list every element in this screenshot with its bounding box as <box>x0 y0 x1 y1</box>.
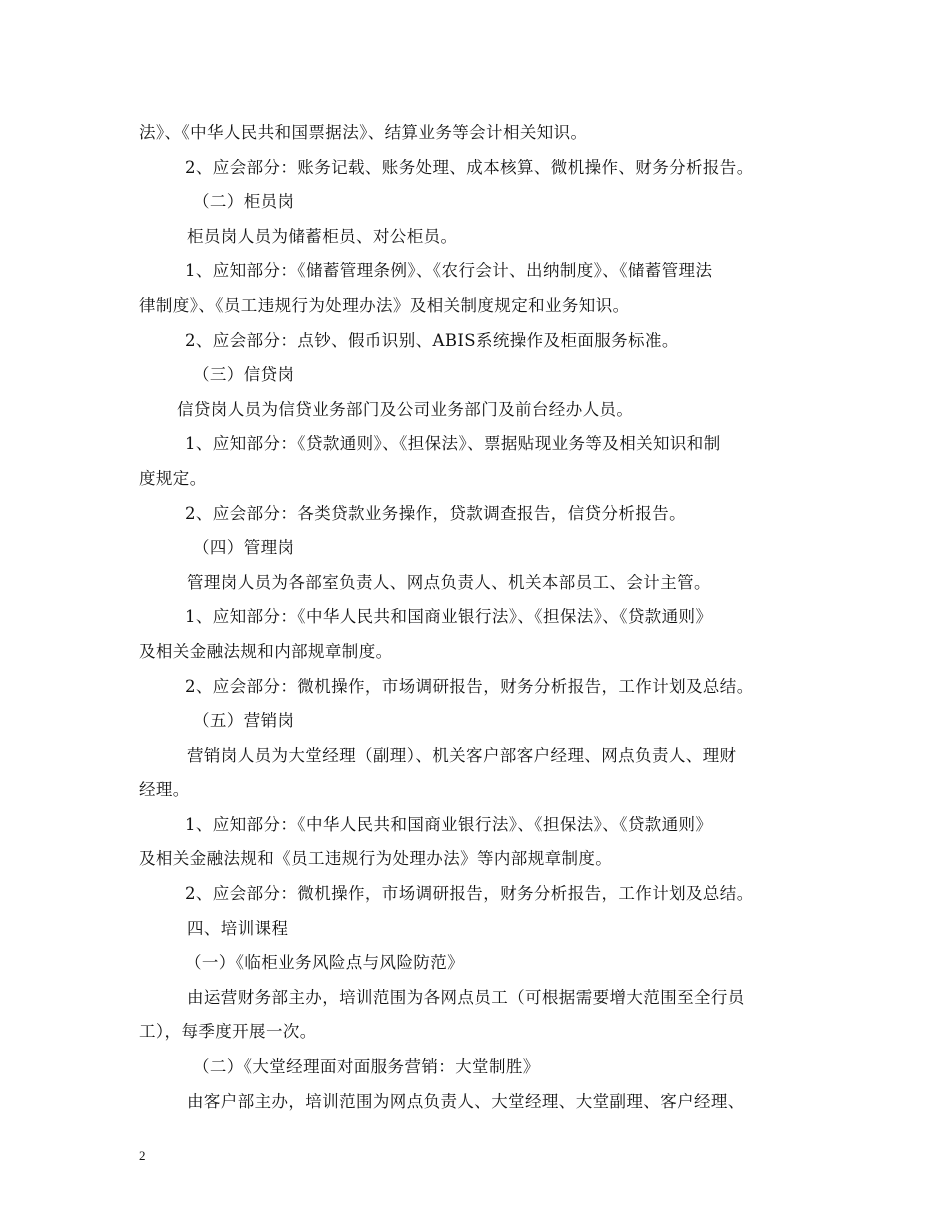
paragraph-line: 柜员岗人员为储蓄柜员、对公柜员。 <box>187 226 458 246</box>
paragraph-line: 1、应知部分：《中华人民共和国商业银行法》、《担保法》、《贷款通则》 <box>185 814 713 834</box>
paragraph-line: 2、应会部分：点钞、假币识别、ABIS系统操作及柜面服务标准。 <box>185 330 679 350</box>
paragraph-line: 2、应会部分：微机操作，市场调研报告，财务分析报告，工作计划及总结。 <box>185 676 754 696</box>
paragraph-line: 2、应会部分：账务记载、账务处理、成本核算、微机操作、财务分析报告。 <box>185 157 754 177</box>
section-heading: （三）信贷岗 <box>193 365 295 385</box>
paragraph-line: 1、应知部分：《中华人民共和国商业银行法》、《担保法》、《贷款通则》 <box>185 607 713 627</box>
section-heading: （二）《大堂经理面对面服务营销：大堂制胜》 <box>193 1057 540 1077</box>
paragraph-line: 1、应知部分：《贷款通则》、《担保法》、票据贴现业务等及相关知识和制 <box>185 434 721 454</box>
paragraph-line: 律制度》、《员工违规行为处理办法》及相关制度规定和业务知识。 <box>139 295 630 315</box>
paragraph-line: 1、应知部分：《储蓄管理条例》、《农行会计、出纳制度》、《储蓄管理法 <box>185 261 713 281</box>
paragraph-line: 工），每季度开展一次。 <box>139 1022 317 1042</box>
paragraph-line: 及相关金融法规和内部规章制度。 <box>139 641 393 661</box>
body-text <box>139 116 819 1119</box>
paragraph-line: 信贷岗人员为信贷业务部门及公司业务部门及前台经办人员。 <box>177 399 634 419</box>
section-heading: （一）《临柜业务风险点与风险防范》 <box>185 953 465 973</box>
section-heading: （二）柜员岗 <box>193 192 295 212</box>
paragraph-line: 管理岗人员为各部室负责人、网点负责人、机关本部员工、会计主管。 <box>187 572 711 592</box>
page-number: 2 <box>139 1148 146 1163</box>
paragraph-line: 由客户部主办，培训范围为网点负责人、大堂经理、大堂副理、客户经理、 <box>187 1091 745 1111</box>
paragraph-line: 由运营财务部主办，培训范围为各网点员工（可根据需要增大范围至全行员 <box>187 987 745 1007</box>
paragraph-line: 法》、《中华人民共和国票据法》、结算业务等会计相关知识。 <box>139 123 588 142</box>
paragraph-line: 及相关金融法规和《员工违规行为处理办法》等内部规章制度。 <box>139 849 613 869</box>
paragraph-line: 2、应会部分：各类贷款业务操作，贷款调查报告，信贷分析报告。 <box>185 503 686 523</box>
section-heading: 四、培训课程 <box>187 918 289 938</box>
paragraph-line: 度规定。 <box>139 468 207 488</box>
paragraph-line: 营销岗人员为大堂经理（副理）、机关客户部客户经理、网点负责人、理财 <box>187 745 737 765</box>
paragraph-line: 2、应会部分：微机操作，市场调研报告，财务分析报告，工作计划及总结。 <box>185 884 754 904</box>
section-heading: （四）管理岗 <box>193 538 295 558</box>
paragraph-line: 经理。 <box>139 780 190 800</box>
section-heading: （五）营销岗 <box>193 711 295 731</box>
